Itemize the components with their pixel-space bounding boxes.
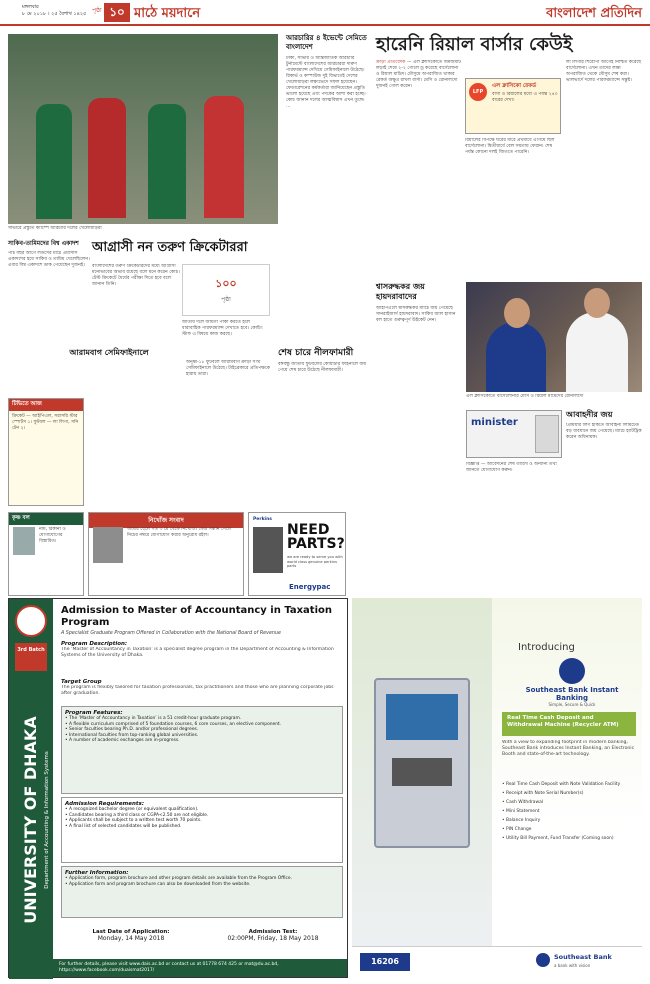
perkins-ad[interactable]: Perkins NEED PARTS? we are ready to serve you with world class genuine perkins parts Energypac — [248, 512, 346, 596]
atm-image — [352, 598, 492, 978]
sebl-hotline[interactable]: 16206 — [360, 953, 410, 971]
du-side-band — [9, 599, 53, 979]
sebl-logo-icon — [536, 953, 550, 967]
energypac-logo: Energypac — [289, 583, 331, 591]
section-title: মাঠে ময়দানে — [134, 6, 201, 21]
tv-today-title: টিভিতে আজ — [9, 399, 83, 411]
du-vertical-title: UNIVERSITY OF DHAKA — [21, 716, 40, 924]
nilphamari-headline: শেষ চারে নীলফামারী — [278, 348, 354, 358]
sebl-footer — [352, 946, 642, 978]
classified-text: বিজ্ঞপ্তি — আবেদনের শেষ তারিখ ও অন্যান্য তথ্য জানতে যোগাযোগ করুন। — [466, 462, 557, 473]
page-header — [0, 0, 650, 26]
du-ad-title: Admission to Master of Accountancy in Taxation Program — [61, 605, 332, 628]
du-sections: Program Description: The ‘Master of Accountancy in Taxation’ is a specialist degree program in the Department of Accounting & Information Systems of the University of Dhaka. Target Group The program is flexibly tailored for taxation professionals, tax practitioners and those who are planning corporate jobs after graduation. Program Features: • The ‘Master of Accountancy in Taxation’ is a 51 credit-hour graduate program. • A flexible curriculum comprised of 5 foundation courses, 6 core courses, an elective component. • Senior faculties bearing Ph.D. and/or professional degrees. • International faculties from top-ranking global universities. • A number of academic exchanges are in-progress. Admission Requirements: • A recognized bachelor degree (or equivalent qualification). • Candidates bearing a third class or CGPA<2.50 are not eligible. • Applicants shall be subject to a written test worth 70 points. • A final list of selected candidates will be published. Further Information: • Application form, program brochure and other program details are available from the Program Office. • Application form and program brochure can also be downloaded from the website. — [61, 641, 343, 918]
archery-headline: আরচারির ৪ ইভেন্টে সেমিতে বাংলাদেশ — [286, 34, 367, 51]
du-batch: 3rd Batch — [15, 643, 47, 671]
instant-banking-icon — [559, 658, 585, 684]
sebl-brand-block: Southeast Bank Instant Banking Simple, Secure & Quick — [522, 658, 622, 707]
sebl-logo-text: Southeast Bank — [554, 953, 612, 961]
du-footer: For further details, please visit www.dais.ac.bd or contact us at 01778 674 425 or mat@du.ac.bd, https://www.facebook.com/duaismat2017/ — [53, 959, 347, 977]
nilphamari-body: বঙ্গবন্ধু জাতীয় ফুটবলের কোয়ার্টার ফাইনালে জয় পেয়ে শেষ চারে উঠেছে নীলফামারী। — [278, 362, 367, 373]
sebl-slogan: a bank with vision — [554, 963, 591, 968]
barca-headline: হারেনি রিয়াল বার্সার কেউই — [376, 34, 573, 55]
lfp-logo: LFP — [469, 83, 487, 101]
archery-photo — [8, 34, 278, 224]
hundred-pages-logo: ১০০ পৃষ্ঠা — [182, 264, 270, 316]
masthead: বাংলাদেশ প্রতিদিন — [546, 6, 642, 21]
young-cricketers-body2: জাতীয় দলে জায়গা পাকা করতে হলে ধারাবাহিক পারফরম্যান্স দেখাতে হবে। কোচিং স্টাফ এ বিষয়ে কাজ করছে। — [182, 320, 263, 337]
sebl-headline: Real Time Cash Deposit and Withdrawal Machine (Recycler ATM) — [502, 712, 636, 736]
arambagh-body: অনূর্ধ্ব-১৮ ফুটবলে আরামবাগ ক্রীড়া সংঘ সেমিফাইনালে উঠেছে। টাইব্রেকারে প্রতিপক্ষকে হারায় তারা। — [186, 360, 271, 377]
perkins-title: NEED PARTS? — [287, 522, 345, 552]
lfp-box-title: এল ক্লাসিকো রেকর্ড — [492, 83, 537, 89]
sebl-intro: Introducing — [518, 642, 575, 653]
barca-col1: ক্রীড়া প্রতিবেদক — এল ক্লাসিকোতে জমজমাট লড়াই শেষে ২-২ গোলে ড্র করেছে বার্সেলোনা ও রিয়াল মাদ্রিদ। মৌসুমে অপরাজিত থাকার রেকর্ড অক্ষুণ্ণ রাখল বার্সা। মেসি ও রোনালদো দুজনই গোল করেন। — [376, 60, 461, 89]
page-number: ১০ — [104, 3, 130, 22]
perkins-sub: we are ready to serve you with world class genuine perkins parts — [287, 555, 343, 568]
minister-ad[interactable] — [466, 410, 562, 458]
du-ad-subtitle: A Specialist Graduate Program Offered in Collaboration with the National Board of Revenue — [61, 631, 281, 636]
hyderabad-headline: শ্বাসরুদ্ধকর জয় হায়দরাবাদের — [376, 282, 425, 301]
du-vertical-dept: Department of Accounting & Information Systems — [44, 751, 50, 889]
southeast-bank-ad[interactable] — [352, 598, 642, 978]
abahani-body: প্রিমিয়ার লিগ হকিতে আবাহনী লিমিটেড বড় ব্যবধানে জয় পেয়েছে। ম্যাচে হ্যাটট্রিক করেন অধিনায়ক। — [566, 423, 642, 440]
minister-logo: minister — [471, 417, 518, 428]
arambagh-headline: আরামবাগ সেমিফাইনালে — [69, 348, 149, 357]
issue-date: মঙ্গলবার ৮ মে ২০১৮ । ২৫ বৈশাখ ১৪২৫ — [22, 4, 87, 17]
tv-today-box: টিভিতে আজ ক্রিকেট — আইপিএল, সরাসরি স্টার স্পোর্টস ১। ফুটবল — লা লিগা, সনি টেন ২। — [8, 398, 84, 506]
shakib-body: পাঁচ বছর আগে লর্ডসের মাঠে এমসিসি একাদশের হয়ে সাকিব ও তামিম খেলেছিলেন। এবার বিশ্ব একাদশে ডাক পেয়েছেন দুজনই। — [8, 251, 90, 268]
el-clasico-caption: এল ক্লাসিকোতে বার্সেলোনার মেসি ও রিয়াল মাদ্রিদের রোনালদো — [466, 394, 584, 399]
page-label: পৃষ্ঠা — [92, 7, 102, 14]
missing-title: নিখোঁজ সংবাদ — [89, 513, 243, 528]
el-clasico-photo — [466, 282, 642, 392]
archery-caption: সাভারে প্রস্তুতি ক্যাম্পে আরচারি দলের খেলোয়াড়রা — [8, 226, 102, 231]
du-logo-icon — [15, 605, 47, 637]
abahani-headline: আবাহনীর জয় — [566, 410, 613, 419]
sebl-feature-list: • Real Time Cash Deposit with Note Validation Facility • Receipt with Note Serial Number(s) • Cash Withdrawal • Mini Statement • Balance Inquiry • PIN Change • Utility Bill Payment, Fund Transfer (Coming soon) — [502, 782, 621, 841]
archery-body-text: ঢাকা, সাভার ও আন্তর্জাতিক আরচারি টুর্নামেন্টে বাংলাদেশের আরচাররা দারুণ পারফরম্যান্স দেখিয়ে সেমিফাইনালে উঠেছে। রিকার্ভ ও কম্পাউন্ড দুই বিভাগেই দেশের খেলোয়াড়রা লক্ষ্যভেদে সফল হয়েছেন। ফেডারেশনের কর্মকর্তারা জানিয়েছেন প্রস্তুতি ভালো হয়েছে এবং পদকের আশা করা হচ্ছে। কোচ জানান দলের আত্মবিশ্বাস এখন তুঙ্গে। ... — [286, 56, 366, 109]
du-dates: Last Date of Application: Monday, 14 May 2018 Admission Test: 02:00PM, Friday, 18 May 2018 — [92, 929, 319, 942]
sebl-intro-text: With a view to expanding footprint in modern banking, Southeast Bank introduces Instant Banking, an Electronic Booth and state-of-the-art technology. — [502, 740, 635, 757]
shakib-kicker: সাকিব-তামিমদের বিশ্ব একাদশ — [8, 240, 79, 247]
quiz-box: কৃষ্ণ বল নাম, ঠিকানা ও যোগাযোগের বিস্তারিত। — [8, 512, 84, 596]
barca-col3: লা লিগার শিরোপা আগেই নিশ্চিত করেছে বার্সেলোনা। এখন তাদের লক্ষ্য অপরাজিত থেকে মৌসুম শেষ করা। ভালভার্দে দলের পারফরম্যান্সে সন্তুষ্ট। — [566, 60, 642, 83]
quiz-title: কৃষ্ণ বল — [9, 513, 83, 525]
barca-col2: রিয়ালের বিপক্ষে ঘরের মাঠে প্রথমার্ধে এগিয়ে ছিল বার্সেলোনা। দ্বিতীয়ার্ধে বেল সমতায় ফেরান। শেষ পর্যন্ত কোনো দলই জিততে পারেনি। — [465, 138, 555, 155]
young-cricketers-body: বাংলাদেশের তরুণ ক্রিকেটারদের মধ্যে আগ্রাসী মনোভাবের অভাব রয়েছে বলে মনে করেন কোচ। টেস্ট ক্রিকেটে ধৈর্যের পরীক্ষা দিতে হবে বলে জানান তিনি। — [92, 264, 180, 287]
young-cricketers-headline: আগ্রাসী নন তরুণ ক্রিকেটাররা — [92, 240, 248, 255]
lfp-record-box: LFP এল ক্লাসিকো রেকর্ড বার্সা ও রিয়ালের মধ্যে এ পর্যন্ত ২৪০ বারের দেখা। — [465, 78, 561, 134]
hyderabad-body: আইপিএলে শ্বাসরুদ্ধকর ম্যাচে জয় পেয়েছে সানরাইজার্স হায়দরাবাদ। সাকিব আল হাসান বল হাতে গুরুত্বপূর্ণ উইকেট নেন। — [376, 306, 456, 323]
missing-notice: নিখোঁজ সংবাদ আমার ছেলে গত ৩ মে থেকে নিখোঁজ। কেউ সন্ধান পেলে নিচের নম্বরে যোগাযোগ করার অনুরোধ রইল। — [88, 512, 244, 596]
du-admission-ad[interactable] — [8, 598, 348, 978]
